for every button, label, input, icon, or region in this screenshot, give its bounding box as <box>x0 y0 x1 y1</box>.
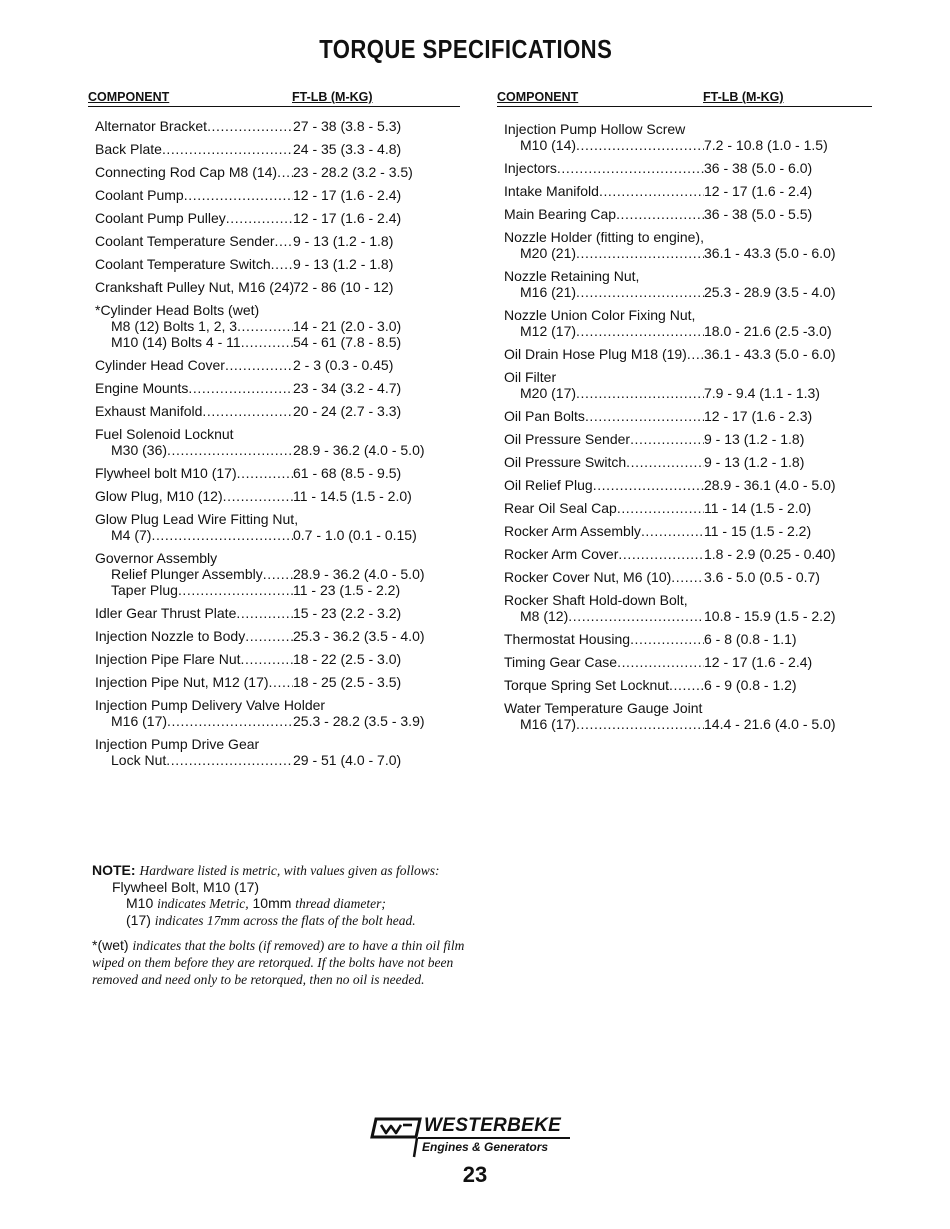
page-number: 23 <box>462 1162 488 1187</box>
torque-value: 9 - 13 (1.2 - 1.8) <box>704 454 805 470</box>
dot-leader <box>271 256 293 272</box>
spec-entry <box>95 628 460 644</box>
spec-entry <box>95 674 460 690</box>
dot-leader <box>207 118 293 134</box>
dot-leader <box>599 183 704 199</box>
component-name: Nozzle Union Color Fixing Nut, <box>504 307 696 323</box>
m10-text2: thread diameter; <box>295 896 386 911</box>
torque-value: 11 - 14.5 (1.5 - 2.0) <box>293 488 412 504</box>
right-column <box>497 88 872 739</box>
component-name: Relief Plunger Assembly <box>111 566 263 582</box>
dot-leader <box>576 245 704 261</box>
component-name: Torque Spring Set Locknut <box>504 677 669 693</box>
component-name: Coolant Temperature Switch <box>95 256 271 272</box>
spec-line <box>504 716 872 732</box>
spec-entry <box>95 357 460 373</box>
torque-value: 36 - 38 (5.0 - 6.0) <box>704 160 813 176</box>
spec-line <box>504 323 872 339</box>
torque-value: 18.0 - 21.6 (2.5 -3.0) <box>704 323 832 339</box>
torque-value: 9 - 13 (1.2 - 1.8) <box>704 431 805 447</box>
spec-entry <box>504 523 872 539</box>
dot-leader <box>641 523 704 539</box>
component-name: M10 (14) Bolts 4 - 11 <box>111 334 241 350</box>
spec-entry <box>95 118 460 134</box>
note-block <box>92 862 472 988</box>
component-name: M4 (7) <box>111 527 152 543</box>
spec-line <box>95 651 460 667</box>
dot-leader <box>245 628 293 644</box>
dot-leader <box>626 454 704 470</box>
component-name: M8 (12) Bolts 1, 2, 3 <box>111 318 238 334</box>
spec-entry <box>95 605 460 621</box>
component-name: M16 (17) <box>111 713 168 729</box>
dot-leader <box>669 677 704 693</box>
component-name: Nozzle Holder (fitting to engine), <box>504 229 704 245</box>
dot-leader <box>151 527 293 543</box>
spec-entry <box>504 369 872 401</box>
spec-line <box>95 164 460 180</box>
note-intro <box>92 862 472 879</box>
note-label: NOTE: <box>92 862 136 878</box>
dot-leader <box>616 206 704 222</box>
unit-header: FT-LB (M-KG) <box>703 90 784 104</box>
component-name: M20 (21) <box>520 245 577 261</box>
component-name: Oil Pressure Switch <box>504 454 627 470</box>
spec-line <box>95 380 460 396</box>
spec-entry <box>95 465 460 481</box>
torque-value: 23 - 34 (3.2 - 4.7) <box>293 380 402 396</box>
component-name: Coolant Pump <box>95 187 184 203</box>
spec-line <box>504 369 872 385</box>
note-wet <box>92 937 472 988</box>
torque-value: 10.8 - 15.9 (1.5 - 2.2) <box>704 608 836 624</box>
spec-line <box>95 187 460 203</box>
component-name: Injection Nozzle to Body <box>95 628 246 644</box>
spec-line <box>504 385 872 401</box>
spec-line <box>95 605 460 621</box>
spec-entry <box>504 183 872 199</box>
dot-leader <box>188 380 293 396</box>
component-name: *Cylinder Head Bolts (wet) <box>95 302 260 318</box>
component-name: Nozzle Retaining Nut, <box>504 268 640 284</box>
component-header: COMPONENT <box>88 90 170 104</box>
torque-value: 2 - 3 (0.3 - 0.45) <box>293 357 394 373</box>
component-name: Oil Pan Bolts <box>504 408 585 424</box>
spec-entry <box>95 256 460 272</box>
spec-entry <box>95 550 460 598</box>
spec-line <box>504 677 872 693</box>
dot-leader <box>277 164 293 180</box>
torque-value: 28.9 - 36.2 (4.0 - 5.0) <box>293 566 425 582</box>
m10-code: M10 <box>126 895 154 911</box>
component-name: Water Temperature Gauge Joint <box>504 700 703 716</box>
torque-value: 20 - 24 (2.7 - 3.3) <box>293 403 402 419</box>
logo-tagline: Engines & Generators <box>422 1140 549 1154</box>
torque-value: 28.9 - 36.2 (4.0 - 5.0) <box>293 442 425 458</box>
dot-leader <box>630 631 704 647</box>
spec-line <box>504 546 872 562</box>
spec-entry <box>504 546 872 562</box>
component-name: Thermostat Housing <box>504 631 631 647</box>
spec-line <box>504 229 872 245</box>
dot-leader <box>568 608 704 624</box>
spec-line <box>504 608 872 624</box>
spec-line <box>95 256 460 272</box>
spec-entry <box>95 233 460 249</box>
right-spec-list <box>497 121 872 732</box>
spec-entry <box>504 431 872 447</box>
torque-value: 24 - 35 (3.3 - 4.8) <box>293 141 402 157</box>
component-name: M20 (17) <box>520 385 577 401</box>
component-name: M16 (17) <box>520 716 577 732</box>
component-name: Cylinder Head Cover <box>95 357 225 373</box>
component-name: Governor Assembly <box>95 550 218 566</box>
spec-line <box>504 700 872 716</box>
spec-entry <box>95 380 460 396</box>
spec-entry <box>504 160 872 176</box>
spec-line <box>504 569 872 585</box>
component-name: Rocker Cover Nut, M6 (10) <box>504 569 672 585</box>
torque-value: 27 - 38 (3.8 - 5.3) <box>293 118 402 134</box>
spec-line <box>95 279 460 295</box>
component-name: Glow Plug, M10 (12) <box>95 488 223 504</box>
left-column-header <box>88 88 460 107</box>
spec-entry <box>504 268 872 300</box>
torque-value: 7.2 - 10.8 (1.0 - 1.5) <box>704 137 828 153</box>
spec-line <box>504 454 872 470</box>
component-name: Connecting Rod Cap M8 (14) <box>95 164 278 180</box>
component-name: Taper Plug <box>111 582 178 598</box>
component-name: Oil Relief Plug <box>504 477 593 493</box>
torque-value: 7.9 - 9.4 (1.1 - 1.3) <box>704 385 820 401</box>
spec-line <box>95 118 460 134</box>
spec-line <box>504 523 872 539</box>
spec-entry <box>504 631 872 647</box>
component-name: Injection Pump Hollow Screw <box>504 121 686 137</box>
torque-value: 6 - 9 (0.8 - 1.2) <box>704 677 797 693</box>
spec-line <box>95 465 460 481</box>
dot-leader <box>576 385 704 401</box>
spec-line <box>504 500 872 516</box>
spec-line <box>95 566 460 582</box>
dot-leader <box>557 160 704 176</box>
dot-leader <box>585 408 704 424</box>
spec-line <box>95 210 460 226</box>
dot-leader <box>162 141 293 157</box>
m10-size: 10mm <box>252 895 292 911</box>
note-m10-line <box>92 895 472 912</box>
component-name: Injection Pipe Nut, M12 (17) <box>95 674 269 690</box>
dot-leader <box>617 500 704 516</box>
spec-line <box>95 713 460 729</box>
spec-line <box>95 442 460 458</box>
spec-line <box>95 334 460 350</box>
spec-entry <box>95 279 460 295</box>
spec-line <box>95 628 460 644</box>
spec-line <box>504 631 872 647</box>
dot-leader <box>237 465 293 481</box>
spec-entry <box>95 187 460 203</box>
component-name: M10 (14) <box>520 137 577 153</box>
torque-value: 12 - 17 (1.6 - 2.4) <box>293 187 402 203</box>
dot-leader <box>576 137 704 153</box>
spec-entry <box>95 697 460 729</box>
torque-value: 12 - 17 (1.6 - 2.4) <box>293 210 402 226</box>
torque-value: 9 - 13 (1.2 - 1.8) <box>293 256 394 272</box>
component-name: Rocker Shaft Hold-down Bolt, <box>504 592 688 608</box>
spec-entry <box>95 736 460 768</box>
spec-entry <box>504 408 872 424</box>
spec-line <box>95 426 460 442</box>
dot-leader <box>178 582 293 598</box>
spec-line <box>95 318 460 334</box>
torque-value: 18 - 25 (2.5 - 3.5) <box>293 674 402 690</box>
component-name: M8 (12) <box>520 608 569 624</box>
torque-value: 11 - 14 (1.5 - 2.0) <box>704 500 812 516</box>
component-name: M16 (21) <box>520 284 577 300</box>
component-name: Idler Gear Thrust Plate <box>95 605 237 621</box>
dot-leader <box>576 323 704 339</box>
component-name: Fuel Solenoid Locknut <box>95 426 234 442</box>
note-size-line <box>92 912 472 929</box>
component-name: M30 (36) <box>111 442 168 458</box>
left-column <box>88 88 460 775</box>
dot-leader <box>593 477 704 493</box>
torque-value: 15 - 23 (2.2 - 3.2) <box>293 605 402 621</box>
component-name: Main Bearing Cap <box>504 206 617 222</box>
spec-entry <box>95 511 460 543</box>
component-name: M12 (17) <box>520 323 577 339</box>
torque-value: 54 - 61 (7.8 - 8.5) <box>293 334 402 350</box>
unit-header: FT-LB (M-KG) <box>292 90 373 104</box>
spec-line <box>95 141 460 157</box>
torque-value: 36.1 - 43.3 (5.0 - 6.0) <box>704 346 836 362</box>
dot-leader <box>166 752 293 768</box>
torque-value: 9 - 13 (1.2 - 1.8) <box>293 233 394 249</box>
spec-line <box>504 160 872 176</box>
component-name: Intake Manifold <box>504 183 599 199</box>
spec-entry <box>95 302 460 350</box>
spec-entry <box>95 403 460 419</box>
spec-line <box>95 582 460 598</box>
torque-value: 61 - 68 (8.5 - 9.5) <box>293 465 402 481</box>
spec-entry <box>504 121 872 153</box>
spec-line <box>95 488 460 504</box>
spec-entry <box>504 454 872 470</box>
size-code: (17) <box>126 912 151 928</box>
spec-entry <box>504 307 872 339</box>
torque-value: 72 - 86 (10 - 12) <box>293 279 394 295</box>
torque-value: 12 - 17 (1.6 - 2.4) <box>704 654 813 670</box>
torque-value: 3.6 - 5.0 (0.5 - 0.7) <box>704 569 820 585</box>
spec-line <box>95 403 460 419</box>
size-text: indicates 17mm across the flats of the bolt head. <box>154 913 416 928</box>
spec-entry <box>504 700 872 732</box>
spec-line <box>504 183 872 199</box>
page-title: TORQUE SPECIFICATIONS <box>319 34 613 64</box>
spec-entry <box>95 426 460 458</box>
component-name: Oil Filter <box>504 369 557 385</box>
spec-line <box>504 307 872 323</box>
spec-entry <box>504 592 872 624</box>
dot-leader <box>576 284 704 300</box>
dot-leader <box>226 210 293 226</box>
spec-line <box>504 431 872 447</box>
spec-entry <box>504 346 872 362</box>
spec-line <box>504 408 872 424</box>
spec-entry <box>95 651 460 667</box>
spec-line <box>95 752 460 768</box>
spec-line <box>504 284 872 300</box>
torque-value: 36 - 38 (5.0 - 5.5) <box>704 206 813 222</box>
wet-mark: *(wet) <box>92 937 129 953</box>
dot-leader <box>275 233 293 249</box>
spec-entry <box>95 141 460 157</box>
logo-name: WESTERBEKE <box>424 1115 562 1136</box>
component-name: Engine Mounts <box>95 380 189 396</box>
dot-leader <box>263 566 293 582</box>
component-header: COMPONENT <box>497 90 579 104</box>
spec-line <box>95 511 460 527</box>
component-name: Rocker Arm Cover <box>504 546 619 562</box>
dot-leader <box>237 318 293 334</box>
m10-text1: indicates Metric, <box>157 896 249 911</box>
component-name: Timing Gear Case <box>504 654 618 670</box>
dot-leader <box>687 346 704 362</box>
torque-value: 0.7 - 1.0 (0.1 - 0.15) <box>293 527 417 543</box>
component-name: Coolant Temperature Sender <box>95 233 275 249</box>
spec-line <box>504 245 872 261</box>
dot-leader <box>167 442 293 458</box>
spec-entry <box>95 488 460 504</box>
component-name: Rear Oil Seal Cap <box>504 500 617 516</box>
dot-leader <box>576 716 704 732</box>
dot-leader <box>269 674 293 690</box>
component-name: Injection Pipe Flare Nut <box>95 651 241 667</box>
component-name: Coolant Pump Pulley <box>95 210 226 226</box>
torque-value: 23 - 28.2 (3.2 - 3.5) <box>293 164 413 180</box>
dot-leader <box>223 488 293 504</box>
dot-leader <box>225 357 293 373</box>
dot-leader <box>167 713 293 729</box>
torque-value: 36.1 - 43.3 (5.0 - 6.0) <box>704 245 836 261</box>
spec-line <box>504 206 872 222</box>
dot-leader <box>202 403 293 419</box>
spec-line <box>504 121 872 137</box>
component-name: Flywheel bolt M10 (17) <box>95 465 237 481</box>
spec-entry <box>95 210 460 226</box>
component-name: Injectors <box>504 160 557 176</box>
component-name: Crankshaft Pulley Nut, M16 (24) <box>95 279 295 295</box>
spec-line <box>504 477 872 493</box>
component-name: Rocker Arm Assembly <box>504 523 641 539</box>
spec-line <box>95 357 460 373</box>
spec-line <box>504 654 872 670</box>
spec-line <box>504 346 872 362</box>
component-name: Lock Nut <box>111 752 167 768</box>
spec-entry <box>504 654 872 670</box>
dot-leader <box>236 605 293 621</box>
torque-value: 25.3 - 28.2 (3.5 - 3.9) <box>293 713 425 729</box>
dot-leader <box>241 651 293 667</box>
spec-line <box>95 697 460 713</box>
spec-line <box>504 137 872 153</box>
note-intro-text: Hardware listed is metric, with values given as follows: <box>139 863 440 878</box>
spec-entry <box>504 229 872 261</box>
spec-line <box>504 592 872 608</box>
dot-leader <box>671 569 704 585</box>
component-name: Glow Plug Lead Wire Fitting Nut, <box>95 511 299 527</box>
component-name: Injection Pump Delivery Valve Holder <box>95 697 326 713</box>
component-name: Oil Drain Hose Plug M18 (19) <box>504 346 687 362</box>
spec-line <box>504 268 872 284</box>
right-column-header <box>497 88 872 107</box>
dot-leader <box>618 546 704 562</box>
torque-value: 14.4 - 21.6 (4.0 - 5.0) <box>704 716 836 732</box>
torque-value: 14 - 21 (2.0 - 3.0) <box>293 318 402 334</box>
spec-entry <box>504 206 872 222</box>
torque-value: 28.9 - 36.1 (4.0 - 5.0) <box>704 477 836 493</box>
component-name: Back Plate <box>95 141 162 157</box>
dot-leader <box>630 431 704 447</box>
torque-value: 1.8 - 2.9 (0.25 - 0.40) <box>704 546 836 562</box>
spec-line <box>95 736 460 752</box>
torque-value: 12 - 17 (1.6 - 2.3) <box>704 408 813 424</box>
torque-value: 25.3 - 28.9 (3.5 - 4.0) <box>704 284 836 300</box>
spec-line <box>95 674 460 690</box>
spec-line <box>95 550 460 566</box>
note-example: Flywheel Bolt, M10 (17) <box>112 879 260 895</box>
component-name: Exhaust Manifold <box>95 403 203 419</box>
dot-leader <box>241 334 293 350</box>
spec-line <box>95 233 460 249</box>
torque-value: 12 - 17 (1.6 - 2.4) <box>704 183 813 199</box>
westerbeke-logo <box>370 1115 580 1159</box>
component-name: Alternator Bracket <box>95 118 208 134</box>
dot-leader <box>617 654 704 670</box>
component-name: Oil Pressure Sender <box>504 431 631 447</box>
spec-entry <box>504 477 872 493</box>
wet-text: indicates that the bolts (if removed) are to have a thin oil film wiped on them before they are retorqued. If the bolts have not been removed and need only to be retorqued, then no oil is needed. <box>92 938 465 987</box>
left-spec-list <box>88 118 460 768</box>
spec-line <box>95 302 460 318</box>
torque-value: 6 - 8 (0.8 - 1.1) <box>704 631 797 647</box>
torque-value: 18 - 22 (2.5 - 3.0) <box>293 651 402 667</box>
torque-value: 11 - 23 (1.5 - 2.2) <box>293 582 401 598</box>
torque-value: 11 - 15 (1.5 - 2.2) <box>704 523 812 539</box>
spec-entry <box>504 569 872 585</box>
spec-entry <box>504 677 872 693</box>
spec-entry <box>504 500 872 516</box>
dot-leader <box>184 187 293 203</box>
torque-value: 29 - 51 (4.0 - 7.0) <box>293 752 402 768</box>
spec-entry <box>95 164 460 180</box>
torque-value: 25.3 - 36.2 (3.5 - 4.0) <box>293 628 425 644</box>
component-name: Injection Pump Drive Gear <box>95 736 260 752</box>
spec-line <box>95 527 460 543</box>
